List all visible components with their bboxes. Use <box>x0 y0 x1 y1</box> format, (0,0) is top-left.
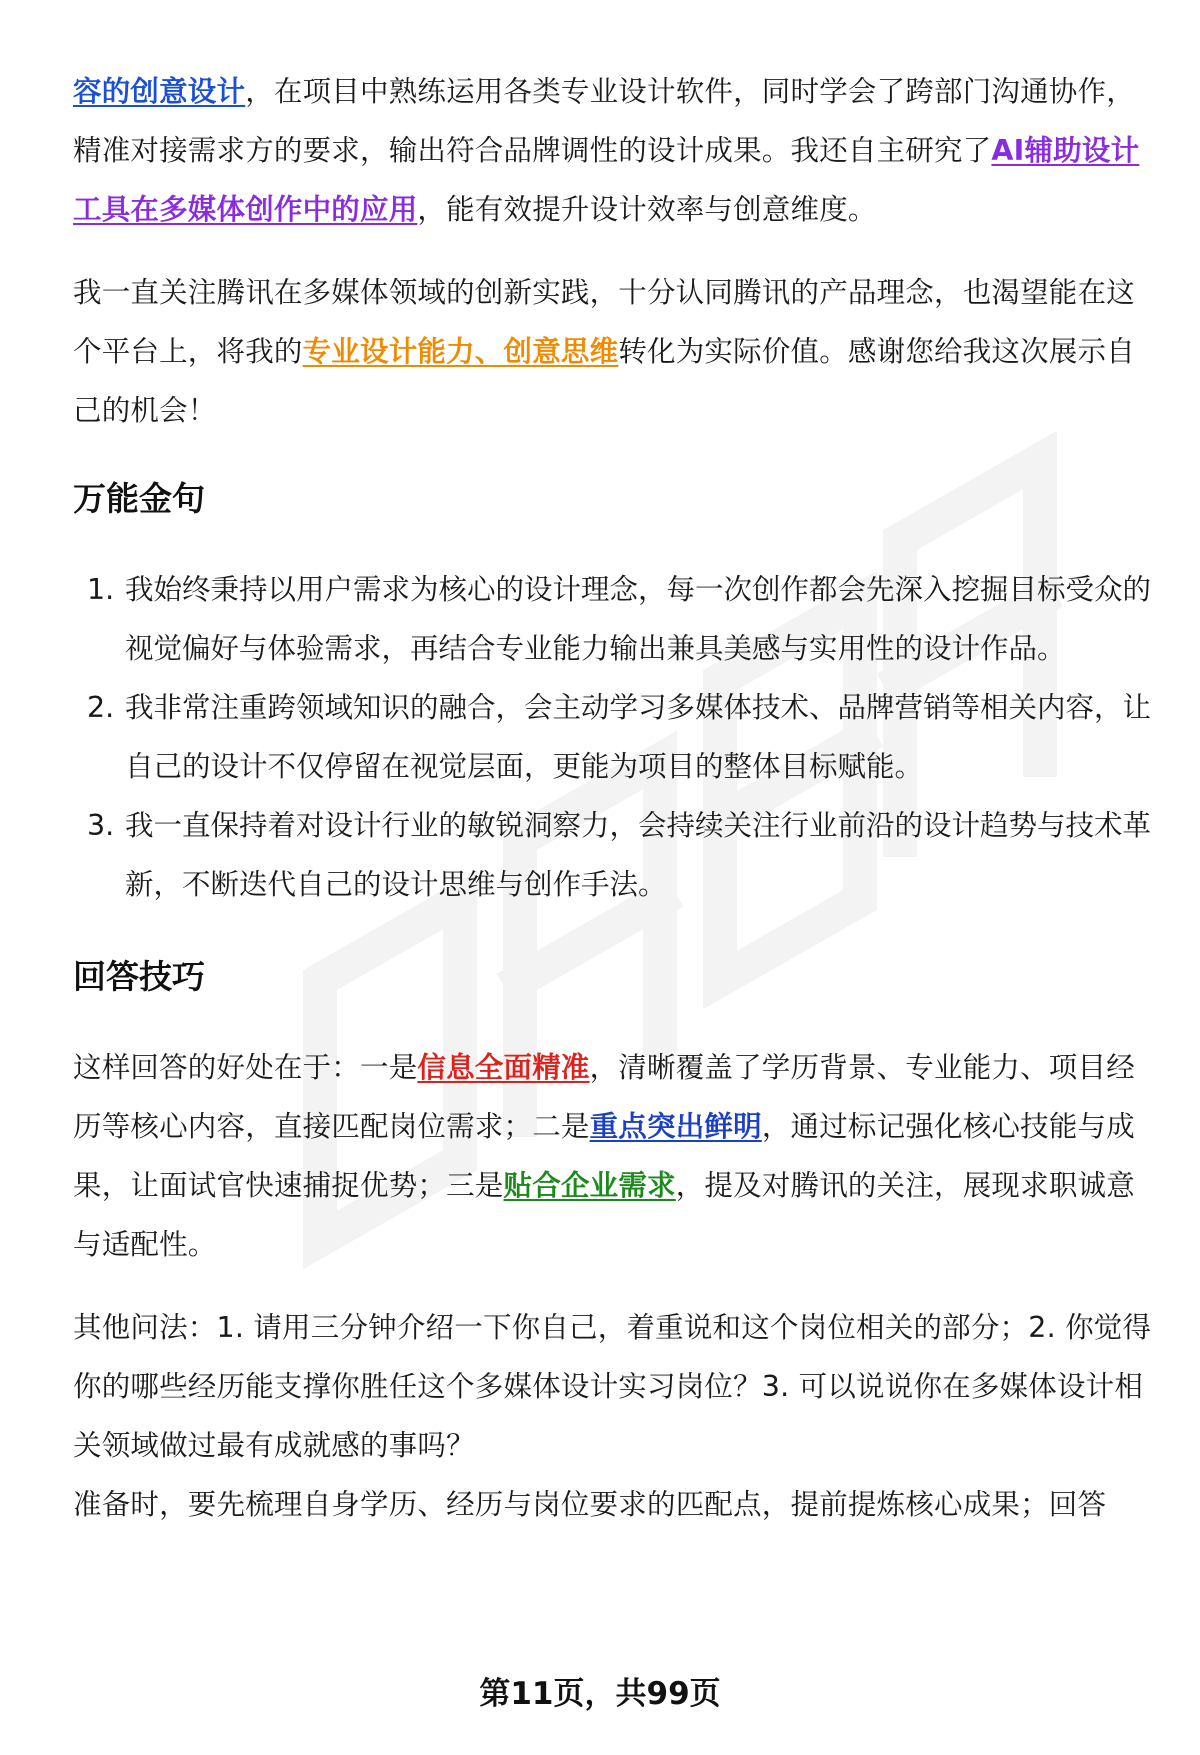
intro-text: 转化为实际价值。感谢您给我这次展示自己的机会！ <box>73 335 1135 427</box>
section-heading-answer-tips: 回答技巧 <box>73 957 205 996</box>
intro-paragraph-2 <box>73 263 1153 440</box>
tips-paragraph-preparation: 准备时，要先梳理自身学历、经历与岗位要求的匹配点，提前提炼核心成果；回答 <box>73 1488 1107 1521</box>
tips-text: ，提及对腾讯的关注，展现求职诚意与适配性。 <box>73 1169 1135 1261</box>
list-item <box>73 678 1153 796</box>
intro-text: ，能有效提升设计效率与创意维度。 <box>417 193 877 226</box>
highlight-fit-company: 贴合企业需求 <box>503 1169 676 1202</box>
highlight-creative-design: 容的创意设计 <box>73 75 246 108</box>
list-number: 3. <box>87 809 115 842</box>
tips-paragraph-1 <box>73 1038 1153 1274</box>
highlight-key-points: 重点突出鲜明 <box>589 1110 762 1143</box>
highlight-design-ability: 专业设计能力、创意思维 <box>302 335 619 368</box>
document-page <box>73 62 1153 1534</box>
tips-text: ，通过标记强化核心技能与成果，让面试官快速捕捉优势；三是 <box>73 1110 1135 1202</box>
tips-paragraph-other-questions: 其他问法：1. 请用三分钟介绍一下你自己，着重说和这个岗位相关的部分；2. 你觉得你的哪些经历能支撑你胜任这个多媒体设计实习岗位？3. 可以说说你在多媒体设计相关领域做过最有成就感的事吗？ <box>73 1311 1152 1462</box>
highlight-info-accurate: 信息全面精准 <box>417 1051 590 1084</box>
tips-text: ，清晰覆盖了学历背景、专业能力、项目经历等核心内容，直接匹配岗位需求；二是 <box>73 1051 1135 1143</box>
intro-text: ，在项目中熟练运用各类专业设计软件，同时学会了跨部门沟通协作，精准对接需求方的要求，输出符合品牌调性的设计成果。我还自主研究了 <box>73 75 1135 167</box>
section-heading-golden-quotes: 万能金句 <box>73 479 205 518</box>
list-item <box>73 560 1153 678</box>
list-text: 我一直保持着对设计行业的敏锐洞察力，会持续关注行业前沿的设计趋势与技术革新，不断迭代自己的设计思维与创作手法。 <box>125 809 1152 901</box>
intro-paragraph-1 <box>73 62 1153 239</box>
tips-text: 这样回答的好处在于：一是 <box>73 1051 418 1084</box>
list-item <box>73 796 1153 914</box>
page-number-footer: 第11页，共99页 <box>479 1676 721 1712</box>
golden-quotes-list <box>73 560 1153 914</box>
list-text: 我非常注重跨领域知识的融合，会主动学习多媒体技术、品牌营销等相关内容，让自己的设计不仅停留在视觉层面，更能为项目的整体目标赋能。 <box>125 691 1152 783</box>
list-text: 我始终秉持以用户需求为核心的设计理念，每一次创作都会先深入挖掘目标受众的视觉偏好与体验需求，再结合专业能力输出兼具美感与实用性的设计作品。 <box>125 573 1152 665</box>
intro-text: 我一直关注腾讯在多媒体领域的创新实践，十分认同腾讯的产品理念，也渴望能在这个平台上，将我的 <box>73 276 1135 368</box>
highlight-ai-tools: AI辅助设计工具在多媒体创作中的应用 <box>73 134 1140 226</box>
list-number: 2. <box>87 691 115 724</box>
list-number: 1. <box>87 573 115 606</box>
